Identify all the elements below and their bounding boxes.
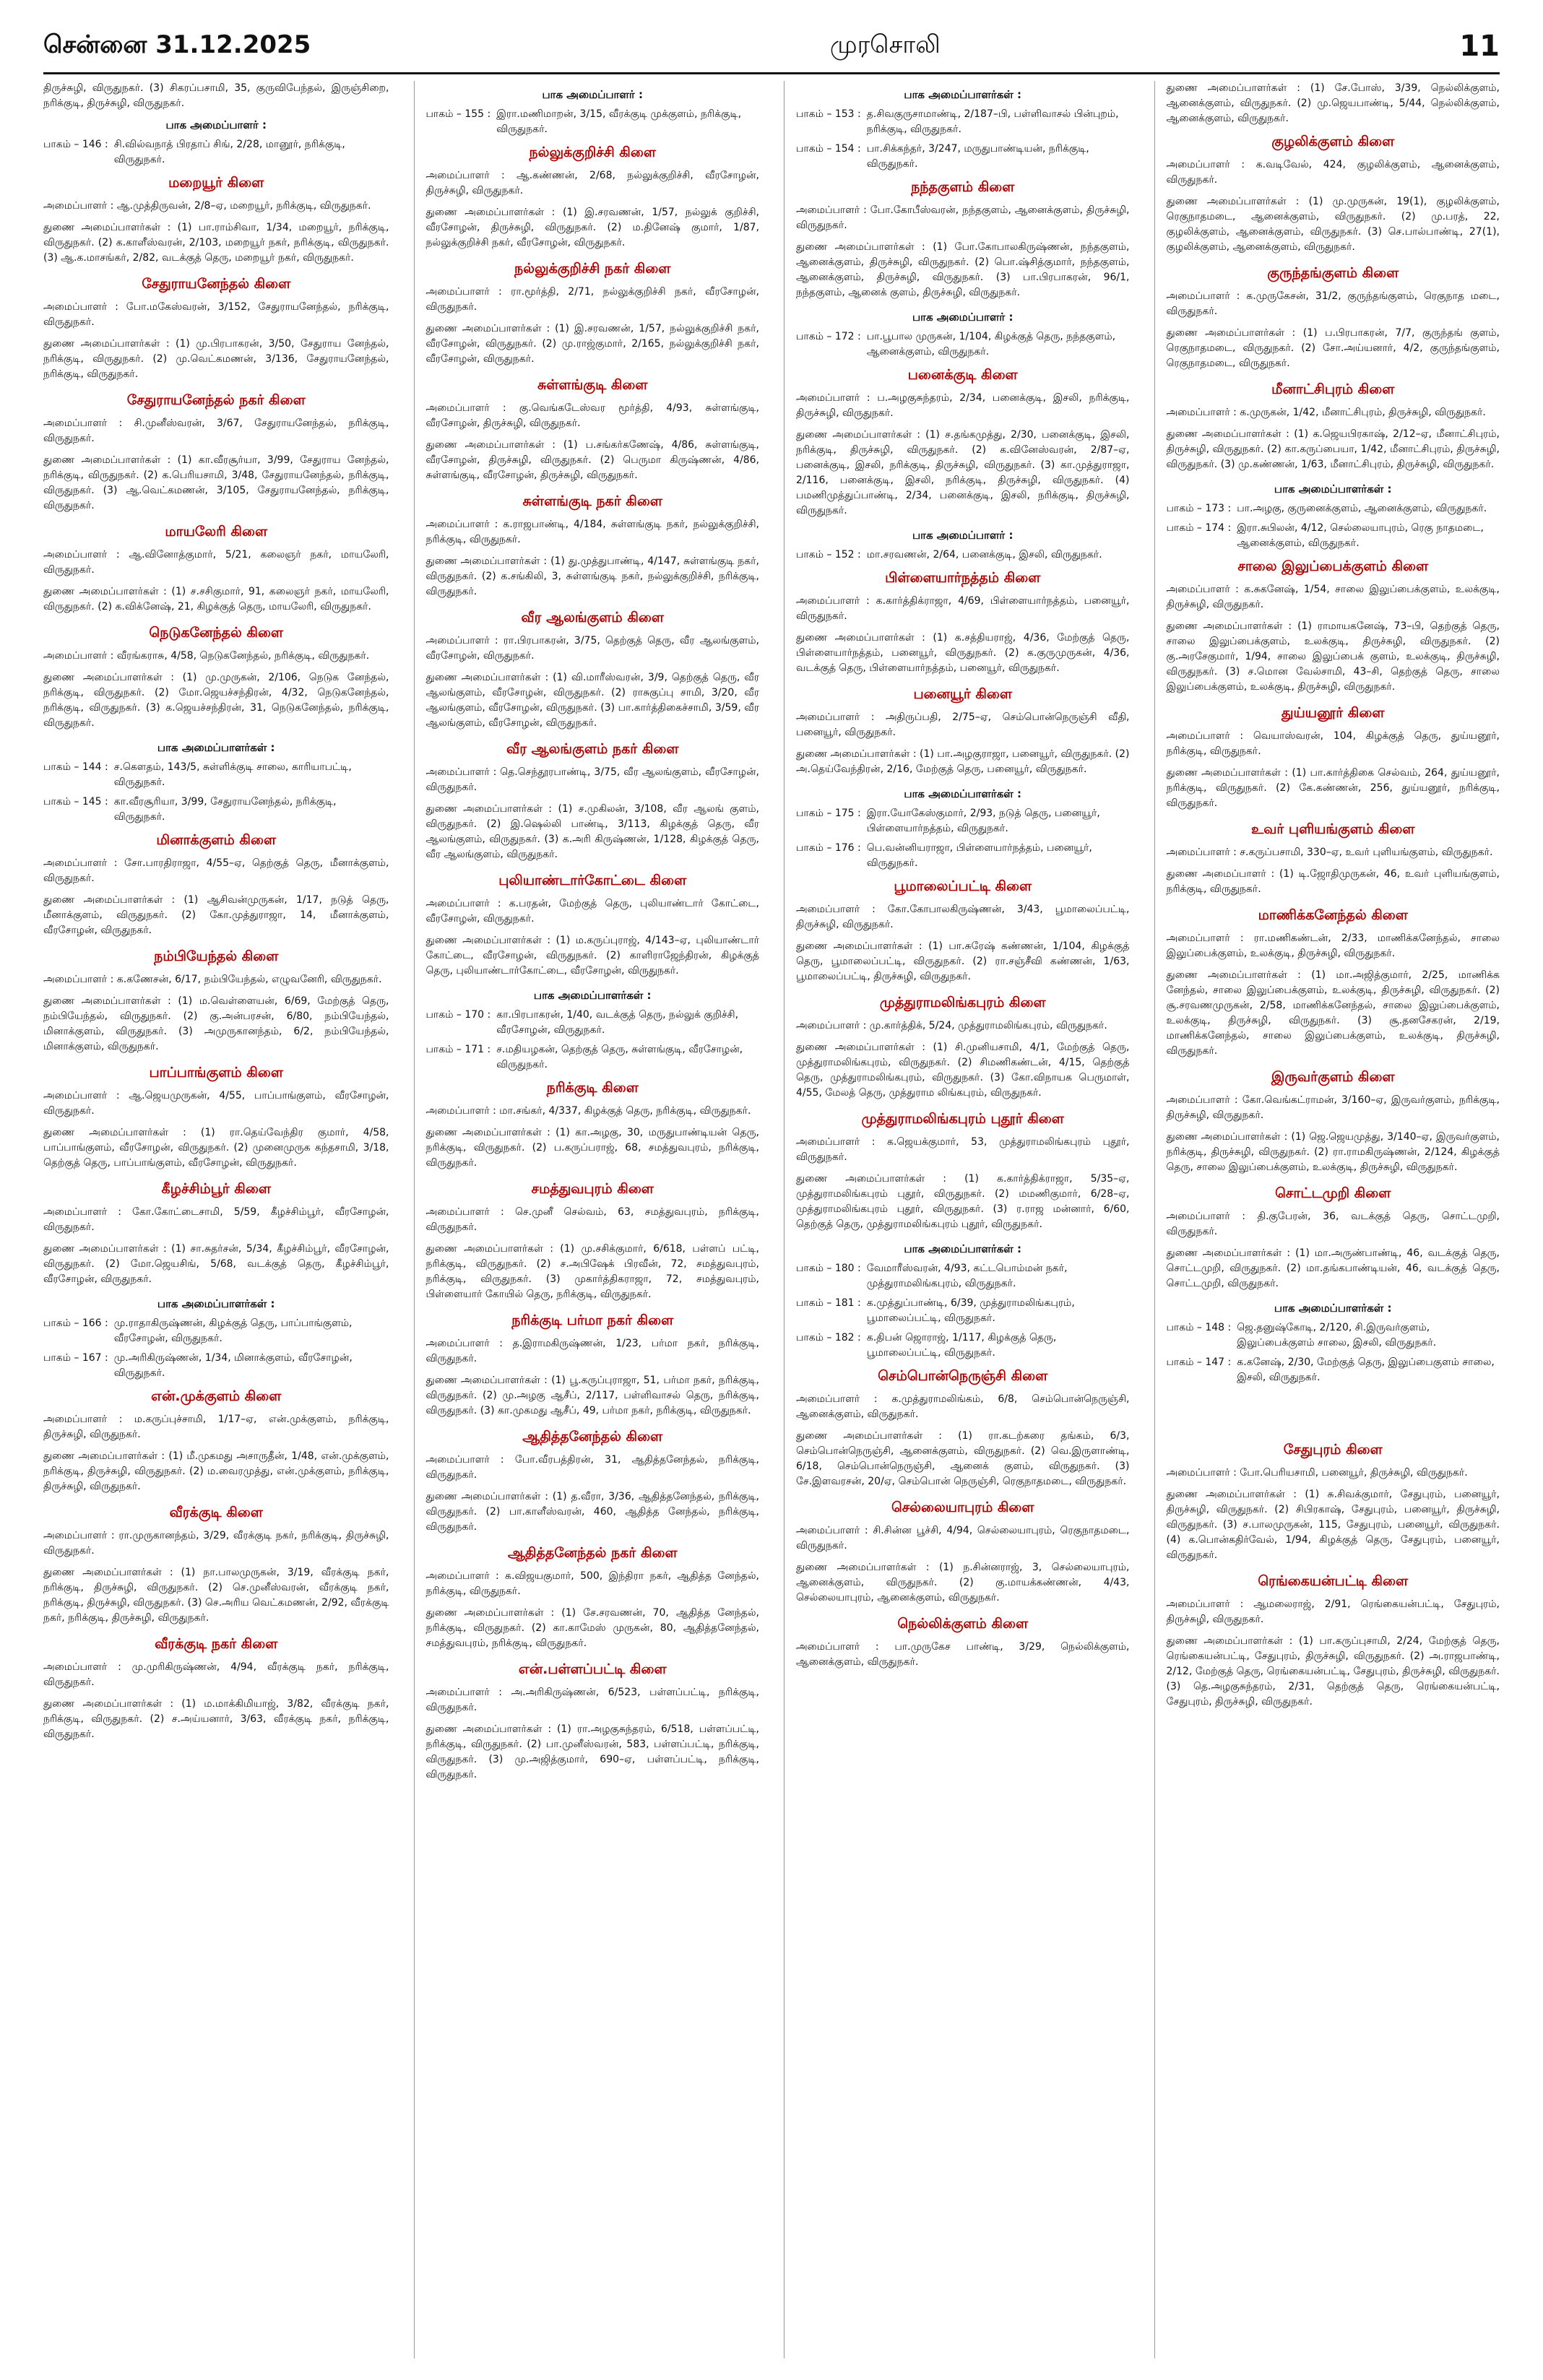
- bagam-heading: பாக அமைப்பாளர்கள் :: [904, 88, 1022, 101]
- deputy-organizers-entry: துணை அமைப்பாளர்கள் : (1) இ.சரவணன், 1/57, நல்லுக் குறிச்சி, வீரசோழன், திருச்சுழி, விருதுநகர். (2) ம.தினேஷ் குமார், 1/87, நல்லுக்குறிச்சி நகர், வீரசோழன், விருதுநகர்.: [425, 207, 759, 248]
- bagam-person: ஜெ.தனுஷ்கோடி, 2/120, சி.இருவர்குளம், இலுப்பைக்குளம் சாலை, இசலி, விருதுநகர்.: [1237, 1322, 1437, 1349]
- deputy-organizers-entry: துணை அமைப்பாளர்கள் : (1) க.கார்த்திக்ராஜா, 5/35–ஏ, முத்துராமலிங்கபுரம் புதூர், விருதுநகர். (2) மமணிகுமார், 6/28–ஏ, முத்துராமலிங்கபுரம் புதூர், விருதுநகர். (3) ர.ராஜ மன்னார், 6/60, தெற்குத் தெரு, முத்துராமலிங்கபுரம் புதூர், விருதுநகர்.: [796, 1173, 1130, 1230]
- deputy-organizers-entry: துணை அமைப்பாளர்கள் : (1) வி.மாரீஸ்வரன், 3/9, தெற்குத் தெரு, வீர ஆலங்குளம், வீரசோழன், விருதுநகர். (2) ராசுகுப்பு சாமி, 3/20, வீர ஆலங்குளம், வீரசோழன், விருதுநகர். (3) பா.கார்த்திகைச்சாமி, 3/59, வீர ஆலங்குளம், வீரசோழன், விருதுநகர்.: [425, 672, 759, 729]
- bagam-person: இரா.யோகேஸ்குமார், 2/93, நடுத் தெரு, பனையூர், பிள்ளையார்நத்தம், விருதுநகர்.: [866, 808, 1100, 834]
- branch-heading: சுள்ளங்குடி கிளை: [537, 377, 648, 393]
- bagam-number: பாகம் – 148 :: [1166, 1322, 1232, 1333]
- organizer-entry: அமைப்பாளர் : கோ.வெங்கட்ராமன், 3/160–ஏ, இருவர்குளம், நரிக்குடி, திருச்சுழி, விருதுநகர்.: [1166, 1094, 1500, 1121]
- organizer-entry: அமைப்பாளர் : கோ.கோட்டைசாமி, 5/59, கீழச்சிம்பூர், வீரசோழன், விருதுநகர்.: [43, 1206, 389, 1233]
- bagam-number: பாகம் – 147 :: [1166, 1356, 1232, 1368]
- branch-heading: செல்லையாபுரம் கிளை: [891, 1500, 1034, 1515]
- bagam-person: வேமாரீஸ்வரன், 4/93, கட்டபொம்மன் நகர், முத்துராமலிங்கபுரம், விருதுநகர்.: [866, 1263, 1068, 1289]
- organizer-entry: அமைப்பாளர் : ஆ.வினோத்குமார், 5/21, கலைஞர் நகர், மாயலேரி, விருதுநகர்.: [43, 549, 389, 576]
- bagam-person: பா.சிக்கந்தர், 3/247, மருதுபாண்டியன், நரிக்குடி, விருதுநகர்.: [866, 143, 1089, 170]
- branch-heading: நல்லுக்குறிச்சி கிளை: [529, 144, 657, 160]
- branch-heading: நெடுகனேந்தல் கிளை: [149, 625, 284, 641]
- bagam-list: [43, 1316, 389, 1381]
- organizer-entry: அமைப்பாளர் : ரா.மணிகண்டன், 2/33, மாணிக்கனேந்தல், சாலை இலுப்பைக்குளம், உலக்குடி, திருச்சுழி, விருதுநகர்.: [1166, 932, 1500, 959]
- bagam-person: மு.அரிகிருஷ்ணன், 1/34, மினாக்குளம், வீரசோழன், விருதுநகர்.: [113, 1352, 353, 1379]
- bagam-heading: பாக அமைப்பாளர்கள் :: [157, 741, 275, 754]
- bagam-person: த.சிவகுருசாமாண்டி, 2/187–பி, பள்ளிவாசல் பின்புறம், நரிக்குடி, விருதுநகர்.: [866, 108, 1119, 135]
- branch-section: [796, 1616, 1130, 1670]
- bagam-number: பாகம் – 181 :: [796, 1297, 861, 1309]
- deputy-organizers-entry: துணை அமைப்பாளர்கள் : (1) மீ.முகமது அசாருதீன், 1/48, என்.முக்குளம், நரிக்குடி, திருச்சுழி, விருதுநகர். (2) ம.வைரமுத்து, என்.முக்குளம், நரிக்குடி, திருச்சுழி, விருதுநகர்.: [43, 1450, 389, 1492]
- branch-heading: சேதுராயனேந்தல் நகர் கிளை: [126, 392, 306, 408]
- deputy-organizers-entry: துணை அமைப்பாளர்கள் : (1) ம.கருப்புராஜ், 4/143–ஏ, புலியாண்டார் கோட்டை, வீரசோழன், விருதுநகர். (2) காளிராஜேந்திரன், கிழக்குத் தெரு, புலியாண்டார்கோட்டை, வீரசோழன், விருதுநகர்.: [425, 935, 759, 977]
- bagam-list: [796, 107, 1130, 172]
- deputy-organizers-entry: துணை அமைப்பாளர்கள் : (1) மா.அருண்பாண்டி, 46, வடக்குத் தெரு, சொட்டமுறி, விருதுநகர். (2) மா.தங்கபாண்டியன், 46, வடக்குத் தெரு, சொட்டமுறி, விருதுநகர்.: [1166, 1247, 1500, 1289]
- organizer-entry: அமைப்பாளர் : செ.முனீ செல்வம், 63, சமத்துவபுரம், நரிக்குடி, விருதுநகர்.: [425, 1206, 759, 1233]
- branch-section: [1167, 1069, 1500, 1175]
- branch-heading: நல்லுக்குறிச்சி நகர் கிளை: [514, 261, 671, 277]
- bagam-number: பாகம் – 175 :: [796, 808, 861, 819]
- organizer-entry: அமைப்பாளர் : அ.அரிகிருஷ்ணன், 6/523, பள்ளப்பட்டி, நரிக்குடி, விருதுநகர்.: [425, 1687, 759, 1713]
- bagam-person: கா.வீரசூரியா, 3/99, சேதுராயனேந்தல், நரிக்குடி, விருதுநகர்.: [113, 796, 337, 823]
- bagam-list: [796, 329, 1130, 360]
- bagam-number: பாகம் – 152 :: [796, 549, 861, 561]
- branch-section: [1167, 381, 1500, 472]
- city-date: சென்னை 31.12.2025: [43, 30, 311, 59]
- deputy-organizers-entry: துணை அமைப்பாளர்கள் : (1) ச.முகிலன், 3/108, வீர ஆலங் குளம், விருதுநகர். (2) இ.ஷெல்லி பாண்டி, 3/113, கிழக்குத் தெரு, வீர ஆலங்குளம், விருதுநகர். (3) க.அரி கிருஷ்ணன், 1/128, கிழக்குத் தெரு, வீர ஆலங்குளம், விருதுநகர்.: [425, 803, 759, 860]
- organizer-entry: அமைப்பாளர் : சி.முனீஸ்வரன், 3/67, சேதுராயனேந்தல், நரிக்குடி, விருதுநகர்.: [43, 417, 389, 444]
- branch-heading: மீனாட்சிபுரம் கிளை: [1271, 381, 1395, 397]
- organizer-entry: அமைப்பாளர் : க.ஜெயக்குமார், 53, முத்துராமலிங்கபுரம் புதூர், விருதுநகர்.: [796, 1136, 1130, 1163]
- bagam-person: ச.மதியழகன், தெற்குத் தெரு, சுள்ளங்குடி, வீரசோழன், விருதுநகர்.: [496, 1044, 743, 1070]
- bagam-person: க.கனேஷ், 2/30, மேற்குத் தெரு, இலுப்பைகுளம் சாலை, இசலி, விருதுநகர்.: [1237, 1356, 1495, 1383]
- deputy-organizers-entry: துணை அமைப்பாளர்கள் : (1) ராமாயகனேஷ், 73–பி, தெற்குத் தெரு, சாலை இலுப்பைக்குளம், உலக்குடி, திருச்சுழி, விருதுநகர். (2) கு.அரசேகுமார், 1/94, சாலை இலுப்பைக் குளம், உலக்குடி, திருச்சுழி, விருதுநகர். (3) ச.மொன வேல்சாமி, 43–சி, தெற்குத் தெரு, சாலை இலுப்பைக்குளம், உலக்குடி, திருச்சுழி, விருதுநகர்.: [1166, 620, 1500, 693]
- branch-section: [426, 1080, 760, 1171]
- deputy-organizers-entry: துணை அமைப்பாளர்கள் : (1) ம.மாக்கிமியாஜ், 3/82, வீரக்குடி நகர், நரிக்குடி, விருதுநகர். (2) ச.அய்யனார், 3/63, வீரக்குடி நகர், நரிக்குடி, விருதுநகர்.: [43, 1698, 389, 1740]
- deputy-organizers-entry: துணை அமைப்பாளர்கள் : (1) நா.பாலமுருகன், 3/19, வீரக்குடி நகர், நரிக்குடி, திருச்சுழி, விருதுநகர். (2) செ.முனீஸ்வரன், வீரக்குடி நகர், நரிக்குடி, திருச்சுழி, விருதுநகர். (3) செ.அரிய வெட்கமணன், 2/92, வீரக்குடி நகர், நரிக்குடி, திருச்சுழி, விருதுநகர்.: [43, 1567, 389, 1624]
- branch-section: [43, 175, 389, 266]
- deputy-organizers-entry: துணை அமைப்பாளர்கள் : (1) மு.முருகன், 2/106, நெடுக னேந்தல், நரிக்குடி, விருதுநகர். (2) மோ.ஜெயச்சந்திரன், 4/32, நெடுகனேந்தல், நரிக்குடி, விருதுநகர். (3) க.ஜெயச்சந்திரன், 31, நெடுகனேந்தல், நரிக்குடி, விருதுநகர்.: [43, 672, 389, 729]
- deputy-organizers-entry: துணை அமைப்பாளர்கள் : (1) த.வீரா, 3/36, ஆதித்தனேந்தல், நரிக்குடி, விருதுநகர். (2) பா.காளீஸ்வரன், 460, ஆதித்த னேந்தல், நரிக்குடி, விருதுநகர்.: [425, 1491, 759, 1533]
- branch-heading: என்.பள்ளப்பட்டி கிளை: [518, 1661, 667, 1677]
- column-1: [43, 81, 389, 2358]
- organizer-entry: அமைப்பாளர் : க.வடிவேல், 424, குழலிக்குளம், ஆனைக்குளம், விருதுநகர்.: [1166, 159, 1500, 186]
- branch-section: [426, 610, 760, 731]
- deputy-organizers-entry: துணை அமைப்பாளர்கள் : (1) ப.சங்கர்கணேஷ், 4/86, சுள்ளங்குடி, வீரசோழன், திருச்சுழி, விருதுநகர். (2) பெருமா கிருஷ்ணன், 4/86, சுள்ளங்குடி, வீரசோழன், திருச்சுழி, விருதுநகர்.: [425, 439, 759, 481]
- organizer-entry: அமைப்பாளர் : மு.கார்த்திக், 5/24, முத்துராமலிங்கபுரம், விருதுநகர்.: [796, 1020, 1107, 1031]
- branch-heading: மறையூர் கிளை: [168, 175, 264, 191]
- deputy-organizers-entry: துணை அமைப்பாளர்கள் : (1) து.முத்துபாண்டி, 4/147, சுள்ளங்குடி நகர், விருதுநகர். (2) க.சங்கிலி, 3, சுள்ளங்குடி நகர், நல்லுக்குறிச்சி, நரிக்குடி, விருதுநகர்.: [425, 555, 759, 597]
- bagam-number: பாகம் – 172 :: [796, 331, 861, 342]
- deputy-organizers-entry: துணை அமைப்பாளர்கள் : (1) சு.சிவக்குமார், சேதுபுரம், பனையூர், திருச்சுழி, விருதுநகர். (2) சிபிரகாஷ், சேதுபுரம், பனையூர், திருச்சுழி, விருதுநகர். (3) ச.பாலமுருகன், 115, சேதுபுரம், பனையூர், விருதுநகர். (4) க.பொன்கதிர்வேல், 1/94, கிழக்குத் தெரு, சேதுபுரம், பனையூர், விருதுநகர்.: [1166, 1489, 1500, 1561]
- column-3: [784, 81, 1130, 2358]
- bagam-person: மா.சரவணன், 2/64, பனைக்குடி, இசலி, விருதுநகர்.: [866, 549, 1102, 561]
- bagam-person: பா.பூபால முருகன், 1/104, கிழக்குத் தெரு, நந்தகுளம், ஆனைக்குளம், விருதுநகர்.: [866, 331, 1116, 358]
- deputy-organizers-entry: துணை அமைப்பாளர்கள் : (1) மு.பிரபாகரன், 3/50, சேதுராய னேந்தல், நரிக்குடி, விருதுநகர். (2) மு.வெட்கமணன், 3/136, சேதுராயனேந்தல், நரிக்குடி, விருதுநகர்.: [43, 338, 389, 380]
- bagam-number: பாகம் – 176 :: [796, 842, 861, 854]
- organizer-entry: அமைப்பாளர் : போ.கோபீஸ்வரன், நந்தகுளம், ஆனைக்குளம், திருச்சுழி, விருதுநகர்.: [796, 204, 1130, 231]
- branch-heading: சொட்டமுறி கிளை: [1275, 1185, 1391, 1201]
- bagam-list: [426, 1008, 760, 1073]
- branch-section: [1167, 134, 1500, 255]
- branch-heading: சாலை இலுப்பைக்குளம் கிளை: [1237, 558, 1429, 574]
- deputy-organizers-entry: துணை அமைப்பாளர்கள் : (1) க.சத்தியராஜ், 4/36, மேற்குத் தெரு, பிள்ளையார்நத்தம், பனையூர், விருதுநகர். (2) க.குருமுருகன், 4/36, வடக்குத் தெரு, பிள்ளையார்நத்தம், பனையூர், விருதுநகர்.: [796, 632, 1130, 674]
- branch-section: [1167, 907, 1500, 1059]
- deputy-organizers-entry: துணை அமைப்பாளர்கள் : (1) மு.முருகன், 19(1), குழலிக்குளம், ரெகுநாதமடை, ஆனைக்குளம், விருதுநகர். (2) மு.பரத், 22, குழலிக்குளம், ஆனைக்குளம், விருதுநகர். (3) செ.பால்பாண்டி, 27(1), குழலிக்குளம், ஆனைக்குளம், விருதுநகர்.: [1166, 196, 1500, 253]
- deputy-organizers-entry: துணை அமைப்பாளர்கள் : (1) சே.சரவணன், 70, ஆதித்த னேந்தல், நரிக்குடி, விருதுநகர். (2) கா.காமேஸ் முருகன், 80, ஆதித்தனேந்தல், சமத்துவபுரம், நரிக்குடி, விருதுநகர்.: [425, 1607, 759, 1649]
- branch-heading: வீர ஆலங்குளம் நகர் கிளை: [506, 741, 679, 757]
- branch-section: [1167, 265, 1500, 371]
- branch-heading: என்.முக்குளம் கிளை: [151, 1388, 282, 1404]
- deputy-organizers-entry: துணை அமைப்பாளர்கள் : (1) ந.சின்னராஜ், 3, செல்லையாபுரம், ஆனைக்குளம், விருதுநகர். (2) கு.மாயக்கண்ணன், 4/43, செல்லையாபுரம், ஆனைக்குளம், விருதுநகர்.: [796, 1562, 1130, 1604]
- organizer-entry: அமைப்பாளர் : க.கார்த்திக்ராஜா, 4/69, பிள்ளையார்நத்தம், பனையூர், விருதுநகர்.: [796, 595, 1130, 622]
- branch-heading: நம்பியேந்தல் கிளை: [154, 948, 279, 964]
- bagam-list: [43, 137, 389, 168]
- bagam-person: ச.கௌதம், 143/5, சுள்ளிக்குடி சாலை, காரியாபட்டி, விருதுநகர்.: [113, 761, 352, 788]
- organizer-entry: அமைப்பாளர் : வெயாஸ்வரன், 104, கிழக்குத் தெரு, துய்யனூர், நரிக்குடி, விருதுநகர்.: [1166, 730, 1500, 757]
- bagam-number: பாகம் – 153 :: [796, 108, 861, 120]
- branch-section: [43, 832, 389, 938]
- branch-section: [43, 1505, 389, 1626]
- bagam-list: [796, 806, 1130, 871]
- branch-section: [43, 1181, 389, 1287]
- branch-heading: பாப்பாங்குளம் கிளை: [149, 1065, 283, 1081]
- deputy-organizers-entry: துணை அமைப்பாளர்கள் : (1) ரா.கடற்கரை தங்கம், 6/3, செம்பொன்நெருஞ்சி, ஆனைக்குளம், விருதுநகர். (2) வெ.இருளாண்டி, 6/18, செம்பொன்நெருஞ்சி, ஆனைக் குளம், விருதுநகர். (3) சே.இளவரசன், 20/ஏ, செம்பொன் நெருஞ்சி, ரெகுநாதமடை, விருதுநகர்.: [796, 1430, 1130, 1487]
- branch-section: [43, 1065, 389, 1171]
- column-2: [414, 81, 760, 2358]
- branch-heading: புலியாண்டார்கோட்டை கிளை: [498, 873, 687, 888]
- branch-section: [796, 367, 1130, 519]
- deputy-organizers-entry: துணை அமைப்பாளர்கள் : (1) சா.சுதர்சன், 5/34, கீழச்சிம்பூர், வீரசோழன், விருதுநகர். (2) மோ.ஜெயசிங், 5/68, வடக்குத் தெரு, கீழச்சிம்பூர், வீரசோழன், விருதுநகர்.: [43, 1243, 389, 1285]
- page-number: 11: [1459, 30, 1500, 63]
- masthead: [43, 20, 1500, 74]
- deputy-organizers-entry: துணை அமைப்பாளர்கள் : (1) ரா.அழகுசுந்தரம், 6/518, பள்ளப்பட்டி, நரிக்குடி, விருதுநகர். (2) பா.முனீஸ்வரன், 583, பள்ளப்பட்டி, நரிக்குடி, விருதுநகர். (3) மு.அஜித்குமார், 690–ஏ, பள்ளப்பட்டி, நரிக்குடி, விருதுநகர்.: [425, 1723, 759, 1780]
- branch-heading: இருவர்குளம் கிளை: [1271, 1069, 1395, 1085]
- column-gap: [1167, 1391, 1500, 1435]
- branch-heading: மாணிக்கனேந்தல் கிளை: [1258, 907, 1408, 923]
- branch-heading: பூமாலைப்பட்டி கிளை: [894, 878, 1032, 894]
- newspaper-name: முரசொலி: [829, 30, 941, 59]
- deputy-organizers-entry: துணை அமைப்பாளர்கள் : (1) போ.கோபாலகிருஷ்ணன், நந்தகுளம், ஆனைக்குளம், திருச்சுழி, விருதுநகர். (2) பொ.ஷ்சித்குமார், நந்தகுளம், ஆனைக்குளம், திருச்சுழி, விருதுநகர். (3) பா.பிரபாகரன், 96/1, நந்தகுளம், ஆனைக் குளம், திருச்சுழி, விருதுநகர்.: [796, 241, 1130, 298]
- branch-heading: துய்யனூர் கிளை: [1281, 705, 1385, 721]
- branch-section: [426, 873, 760, 979]
- organizer-entry: அமைப்பாளர் : க.முத்துராமலிங்கம், 6/8, செம்பொன்நெருஞ்சி, ஆனைக்குளம், விருதுநகர்.: [796, 1393, 1130, 1420]
- deputy-organizers-entry: துணை அமைப்பாளர்கள் : (1) பா.அழகுராஜா, பனையூர், விருதுநகர். (2) அ.தெய்வேந்திரன், 2/16, மேற்குத் தெரு, பனையூர், விருதுநகர்.: [796, 748, 1130, 775]
- organizer-entry: அமைப்பாளர் : க.முருகன், 1/42, மீனாட்சிபுரம், திருச்சுழி, விருதுநகர்.: [1166, 407, 1486, 418]
- organizer-entry: அமைப்பாளர் : மு.முரிகிருஷ்ணன், 4/94, வீரக்குடி நகர், நரிக்குடி, விருதுநகர்.: [43, 1661, 389, 1688]
- deputy-organizers-entry: துணை அமைப்பாளர்கள் : (1) ப.பிரபாகரன், 7/7, குருந்தங் குளம், ரெகுநாதமடை, விருதுநகர். (2) சோ.அய்யனார், 4/2, குருந்தங்குளம், ரெகுநாதமடை, விருதுநகர்.: [1166, 327, 1500, 369]
- branch-section: [43, 1636, 389, 1742]
- organizer-entry: அமைப்பாளர் : க.பரதன், மேற்குத் தெரு, புலியாண்டார் கோட்டை, வீரசோழன், விருதுநகர்.: [425, 898, 759, 925]
- bagam-person: இரா.மணிமாறன், 3/15, வீரக்குடி முக்குளம், நரிக்குடி, விருதுநகர்.: [496, 108, 742, 135]
- branch-heading: ரெங்கையன்பட்டி கிளை: [1258, 1573, 1409, 1589]
- organizer-entry: அமைப்பாளர் : க.முருகேசன், 31/2, குருந்தங்குளம், ரெகுநாத மடை, விருதுநகர்.: [1166, 290, 1500, 317]
- bagam-number: பாகம் – 155 :: [425, 108, 491, 120]
- bagam-person: மு.ராதாகிருஷ்ணன், கிழக்குத் தெரு, பாப்பாங்குளம், வீரசோழன், விருதுநகர்.: [113, 1317, 353, 1344]
- bagam-list: [796, 548, 1130, 563]
- organizer-entry: அமைப்பாளர் : க.ராஜபாண்டி, 4/184, சுள்ளங்குடி நகர், நல்லுக்குறிச்சி, நரிக்குடி, விருதுநகர்.: [425, 519, 759, 545]
- branch-section: [426, 1545, 760, 1651]
- branch-heading: செம்பொன்நெருஞ்சி கிளை: [878, 1368, 1048, 1384]
- organizer-entry: அமைப்பாளர் : சோ.பாரதிராஜா, 4/55–ஏ, தெற்குத் தெரு, மீனாக்குளம், விருதுநகர்.: [43, 857, 389, 884]
- branch-section: [796, 686, 1130, 777]
- branch-section: [1167, 1573, 1500, 1710]
- branch-section: [426, 377, 760, 483]
- bagam-person: பா.அழகு, குருனைக்குளம், ஆனைக்குளம், விருதுநகர்.: [1237, 503, 1487, 514]
- bagam-list: [43, 760, 389, 825]
- branch-section: [426, 1661, 760, 1783]
- organizer-entry: அமைப்பாளர் : ஆ.முத்திருவன், 2/8–ஏ, மறையூர், நரிக்குடி, விருதுநகர்.: [43, 200, 371, 212]
- bagam-number: பாகம் – 166 :: [43, 1317, 108, 1329]
- branch-section: [1167, 1442, 1500, 1563]
- organizer-entry: அமைப்பாளர் : ரா.முருகானந்தம், 3/29, வீரக்குடி நகர், நரிக்குடி, திருச்சுழி, விருதுநகர்.: [43, 1530, 389, 1557]
- bagam-number: பாகம் – 180 :: [796, 1263, 861, 1274]
- deputy-organizers-entry: துணை அமைப்பாளர்கள் : (1) ம.வெள்ளையன், 6/69, மேற்குத் தெரு, நம்பியேந்தல், விருதுநகர். (2) கு.அன்பரசன், 6/80, நம்பியேந்தல், மினாக்குளம், விருதுநகர். (3) அமுருகானந்தம், 6/2, நம்பியேந்தல், மினாக்குளம், விருதுநகர்.: [43, 995, 389, 1052]
- bagam-number: பாகம் – 167 :: [43, 1352, 108, 1364]
- organizer-entry: அமைப்பாளர் : சி.சின்ன பூச்சி, 4/94, செல்லையாபுரம், ரெகுநாதமடை, விருதுநகர்.: [796, 1525, 1130, 1552]
- bagam-person: சி.வில்வநாத் பிரதாப் சிங், 2/28, மானூர், நரிக்குடி, விருதுநகர்.: [113, 139, 345, 165]
- organizer-entry: அமைப்பாளர் : ரா.பிரபாகரன், 3/75, தெற்குத் தெரு, வீர ஆலங்குளம், வீரசோழன், விருதுநகர்.: [425, 635, 759, 662]
- branch-heading: முத்துராமலிங்கபுரம் கிளை: [879, 995, 1046, 1011]
- deputy-organizers-entry: துணை அமைப்பாளர்கள் : (1) ரா.தெய்வேந்திர குமார், 4/58, பாப்பாங்குளம், வீரசோழன், விருதுநகர். (2) முனைமுருக கந்தசாமி, 3/18, தெற்குத் தெரு, பாப்பாங்குளம், வீரசோழன், விருதுநகர்.: [43, 1127, 389, 1169]
- organizer-entry: அமைப்பாளர் : ஆமலைராஜ், 2/91, ரெங்கையன்பட்டி, சேதுபுரம், திருச்சுழி, விருதுநகர்.: [1166, 1598, 1500, 1625]
- organizer-entry: அமைப்பாளர் : க.கணேசன், 6/17, நம்பியேந்தல், எழுவனேரி, விருதுநகர்.: [43, 974, 382, 985]
- bagam-person: கா.பிரபாகரன், 1/40, வடக்குத் தெரு, நல்லுக் குறிச்சி, வீரசோழன், விருதுநகர்.: [496, 1009, 739, 1036]
- bagam-list: [1167, 1320, 1500, 1385]
- bagam-person: இரா.சுபிலன், 4/12, செல்லையாபுரம், ரெகு நாதமடை, ஆனைக்குளம், விருதுநகர்.: [1237, 522, 1484, 549]
- deputy-organizers-entry: துணை அமைப்பாளர்கள் : (1) பூ.கருப்புராஜா, 51, பர்மா நகர், நரிக்குடி, விருதுநகர். (2) மு.அழகு ஆசீப், 2/117, பள்ளிவாசல் தெரு, நரிக்குடி, விருதுநகர். (3) கா.முகமது ஆசீப், 49, பர்மா நகர், நரிக்குடி, விருதுநகர்.: [425, 1375, 759, 1416]
- branch-heading: சுள்ளங்குடி நகர் கிளை: [522, 493, 662, 509]
- bagam-number: பாகம் – 174 :: [1166, 522, 1232, 534]
- bagam-heading: பாக அமைப்பாளர்கள் :: [157, 1297, 275, 1310]
- deputy-organizers-entry: துணை அமைப்பாளர்கள் : (1) பா.சுரேஷ் கண்ணன், 1/104, கிழக்குத் தெரு, பூமாலைப்பட்டி, விருதுநகர். (2) ரா.சஞ்சீவி கண்ணன், 1/63, பூமாலைப்பட்டி, திருச்சுழி, விருதுநகர்.: [796, 940, 1130, 982]
- branch-heading: கீழச்சிம்பூர் கிளை: [161, 1181, 271, 1197]
- organizer-entry: அமைப்பாளர் : க.விஜயகுமார், 500, இந்திரா நகர், ஆதித்த னேந்தல், நரிக்குடி, விருதுநகர்.: [425, 1570, 759, 1597]
- organizer-entry: அமைப்பாளர் : அதிருப்பதி, 2/75–ஏ, செம்பொன்நெருஞ்சி வீதி, பனையூர், விருதுநகர்.: [796, 711, 1130, 738]
- branch-section: [796, 878, 1130, 985]
- branch-heading: வீர ஆலங்குளம் கிளை: [521, 610, 665, 626]
- organizer-entry: அமைப்பாளர் : ரா.மூர்த்தி, 2/71, நல்லுக்குறிச்சி நகர், வீரசோழன், விருதுநகர்.: [425, 286, 759, 313]
- organizer-entry: அமைப்பாளர் : க.சுகனேஷ், 1/54, சாலை இலுப்பைக்குளம், உலக்குடி, திருச்சுழி, விருதுநகர்.: [1166, 584, 1500, 610]
- branch-heading: வீரக்குடி கிளை: [169, 1505, 263, 1520]
- bagam-number: பாகம் – 182 :: [796, 1332, 861, 1343]
- deputy-organizers-entry: துணை அமைப்பாளர்கள் : (1) கா.அழகு, 30, மருதுபாண்டியன் தெரு, நரிக்குடி, விருதுநகர். (2) ப.கருப்பராஜ், 68, சமத்துவபுரம், நரிக்குடி, விருதுநகர்.: [425, 1127, 759, 1169]
- branch-section: [426, 261, 760, 367]
- branch-heading: முத்துராமலிங்கபுரம் புதூர் கிளை: [861, 1111, 1064, 1127]
- deputy-organizers-entry: துணை அமைப்பாளர்கள் : (1) ஆசிவன்முருகன், 1/17, நடுத் தெரு, மீனாக்குளம், விருதுநகர். (2) கோ.முத்துராஜா, 14, மீனாக்குளம், வீரசோழன், விருதுநகர்.: [43, 894, 389, 936]
- bagam-heading: பாக அமைப்பாளர்கள் :: [904, 1242, 1022, 1255]
- branch-heading: ஆதித்தனேந்தல் நகர் கிளை: [507, 1545, 678, 1561]
- organizer-entry: அமைப்பாளர் : ம.கருப்புச்சாமி, 1/17–ஏ, என்.முக்குளம், நரிக்குடி, திருச்சுழி, விருதுநகர்.: [43, 1414, 389, 1440]
- branch-heading: நரிக்குடி கிளை: [546, 1080, 639, 1096]
- deputy-organizers-entry: துணை அமைப்பாளர்கள் : (1) ச.சசிகுமார், 91, கலைஞர் நகர், மாயலேரி, விருதுநகர். (2) க.விக்னேஷ், 21, கிழக்குத் தெரு, மாயலேரி, விருதுநகர்.: [43, 586, 389, 613]
- branch-heading: பிள்ளையார்நத்தம் கிளை: [885, 570, 1041, 586]
- bagam-number: பாகம் – 145 :: [43, 796, 108, 808]
- branch-heading: நந்தகுளம் கிளை: [911, 179, 1015, 195]
- branch-section: [796, 1368, 1130, 1489]
- deputy-organizers-entry: துணை அமைப்பாளர்கள் : (1) மா.அஜித்குமார், 2/25, மாணிக்க னேந்தல், சாலை இலுப்பைக்குளம், உலக்குடி, திருச்சுழி, விருதுநகர். (2) சூ.சரவணமுருகன், 2/58, மாணிக்கனேந்தல், சாலை இலுப்பைக்குளம், உலக்குடி, திருச்சுழி, விருதுநகர். (3) சூ.தனசேகரன், 2/19, மாணிக்கனேந்தல், சாலை இலுப்பைக்குளம், உலக்குடி, திருச்சுழி, விருதுநகர்.: [1166, 969, 1500, 1057]
- deputy-organizers-entry: துணை அமைப்பாளர் : (1) டி.ஜோதிமுருகன், 46, உவர் புளியங்குளம், நரிக்குடி, விருதுநகர்.: [1166, 868, 1500, 895]
- branch-section: [43, 524, 389, 615]
- organizer-entry: அமைப்பாளர் : ஆ.ஜெயமுருகன், 4/55, பாப்பாங்குளம், வீரசோழன், விருதுநகர்.: [43, 1090, 389, 1117]
- deputy-organizers-entry: துணை அமைப்பாளர்கள் : (1) ச.தங்கமுத்து, 2/30, பனைக்குடி, இசலி, நரிக்குடி, திருச்சுழி, விருதுநகர். (2) க.வினேஸ்வரன், 2/87–ஏ, பனைக்குடி, இசலி, நரிக்குடி, திருச்சுழி, விருதுநகர். (3) கா.முத்துராஜா, 2/116, பனைக்குடி, இசலி, நரிக்குடி, திருச்சுழி, விருதுநகர். (4) பமணிமுத்துப்பாண்டி, 2/34, பனைக்குடி, இசலி, நரிக்குடி, திருச்சுழி, விருதுநகர்.: [796, 429, 1130, 516]
- deputy-organizers-entry: துணை அமைப்பாளர்கள் : (1) பா.கார்த்திகை செல்வம், 264, துய்யனூர், நரிக்குடி, விருதுநகர். (2) கே.கண்ணன், 256, துய்யனூர், நரிக்குடி, விருதுநகர்.: [1166, 767, 1500, 809]
- organizer-entry: அமைப்பாளர் : கோ.கோபாலகிருஷ்ணன், 3/43, பூமாலைப்பட்டி, திருச்சுழி, விருதுநகர்.: [796, 904, 1130, 930]
- branch-heading: குருந்தங்குளம் கிளை: [1267, 265, 1399, 281]
- bagam-heading: பாக அமைப்பாளர் :: [912, 529, 1013, 542]
- branch-heading: உவர் புளியங்குளம் கிளை: [1250, 821, 1415, 837]
- branch-heading: நெல்லிக்குளம் கிளை: [897, 1616, 1029, 1632]
- branch-section: [426, 741, 760, 862]
- branch-section: [426, 1181, 760, 1302]
- branch-section: [43, 1388, 389, 1494]
- branch-heading: குழலிக்குளம் கிளை: [1271, 134, 1395, 150]
- deputy-organizers-entry: துணை அமைப்பாளர்கள் : (1) பா.ராம்சிவா, 1/34, மறையூர், நரிக்குடி, விருதுநகர். (2) க.காளீஸ்வரன், 2/103, மறையூர் நகர், நரிக்குடி, விருதுநகர். (3) ஆ.க.மாசங்கர், 2/82, வடக்குத் தெரு, மறையூர் நகர், விருதுநகர்.: [43, 222, 389, 264]
- bagam-list: [1167, 501, 1500, 551]
- deputy-organizers-entry: துணை அமைப்பாளர்கள் : (1) கா.வீரசூர்யா, 3/99, சேதுராய னேந்தல், நரிக்குடி, விருதுநகர். (2) க.பெரியசாமி, 3/48, சேதுராயனேந்தல், நரிக்குடி, விருதுநகர். (3) ஆ.வெட்கமணன், 3/105, சேதுராயனேந்தல், நரிக்குடி, விருதுநகர்.: [43, 454, 389, 511]
- bagam-heading: பாக அமைப்பாளர் :: [542, 88, 643, 101]
- article-columns: [43, 81, 1500, 2358]
- bagam-person: பெ.வன்னியராஜா, பிள்ளையார்நத்தம், பனையூர், விருதுநகர்.: [866, 842, 1092, 869]
- branch-section: [796, 570, 1130, 676]
- branch-section: [426, 1429, 760, 1535]
- organizer-entry: அமைப்பாளர் : போ.பெரியசாமி, பனையூர், திருச்சுழி, விருதுநகர்.: [1166, 1467, 1468, 1479]
- deputy-organizers-entry: துணை அமைப்பாளர்கள் : (1) சி.முனியசாமி, 4/1, மேற்குத் தெரு, முத்துராமலிங்கபுரம், விருதுநகர். (2) சிமணிகண்டன், 4/15, தெற்குத் தெரு, முத்துராமலிங்கபுரம், விருதுநகர். (3) கோ.விநாயக பெருமாள், 4/55, மேலத் தெரு, முத்துராம லிங்கபுரம், விருதுநகர்.: [796, 1042, 1130, 1099]
- column-4: [1154, 81, 1500, 2358]
- branch-section: [43, 392, 389, 514]
- branch-section: [796, 1111, 1130, 1232]
- branch-section: [43, 625, 389, 731]
- bagam-number: பாகம் – 171 :: [425, 1044, 491, 1055]
- deputy-organizers-entry: துணை அமைப்பாளர்கள் : (1) க.ஜெயபிரகாஷ், 2/12–ஏ, மீனாட்சிபுரம், திருச்சுழி, விருதுநகர். (2) கா.கருப்பையா, 1/42, மீனாட்சிபுரம், திருச்சுழி, விருதுநகர். (3) மு.கண்ணன், 1/63, மீனாட்சிபுரம், திருச்சுழி, விருதுநகர்.: [1166, 428, 1500, 470]
- bagam-person: க.திபன் ஜொராஜ், 1/117, கிழக்குத் தெரு, பூமாலைப்பட்டி, விருதுநகர்.: [866, 1332, 1057, 1359]
- organizer-entry: அமைப்பாளர் : தெ.செந்தூரபாண்டி, 3/75, வீர ஆலங்குளம், வீரசோழன், விருதுநகர்.: [425, 766, 759, 793]
- bagam-number: பாகம் – 154 :: [796, 143, 861, 155]
- organizer-entry: அமைப்பாளர் : மா.சங்கர், 4/337, கிழக்குத் தெரு, நரிக்குடி, விருதுநகர்.: [425, 1105, 751, 1117]
- branch-heading: ஆதித்தனேந்தல் கிளை: [522, 1429, 663, 1445]
- organizer-entry: அமைப்பாளர் : த.இராமகிருஷ்ணன், 1/23, பர்மா நகர், நரிக்குடி, விருதுநகர்.: [425, 1338, 759, 1364]
- branch-heading: சேதுபுரம் கிளை: [1283, 1442, 1383, 1458]
- bagam-heading: பாக அமைப்பாளர் :: [912, 311, 1013, 324]
- bagam-heading: பாக அமைப்பாளர் :: [165, 118, 267, 131]
- bagam-number: பாகம் – 144 :: [43, 761, 108, 773]
- branch-section: [43, 276, 389, 382]
- continued-text: துணை அமைப்பாளர்கள் : (1) சே.போஸ், 3/39, நெல்லிக்குளம், ஆனைக்குளம், விருதுநகர். (2) மு.ஜெயபாண்டி, 5/44, நெல்லிக்குளம், ஆனைக்குளம், விருதுநகர்.: [1166, 82, 1500, 124]
- branch-section: [1167, 821, 1500, 897]
- organizer-entry: அமைப்பாளர் : ச.கருப்பசாமி, 330–ஏ, உவர் புளியங்குளம், விருதுநகர்.: [1166, 847, 1493, 858]
- branch-section: [426, 1312, 760, 1419]
- deputy-organizers-entry: துணை அமைப்பாளர்கள் : (1) ஜெ.ஜெயமுத்து, 3/140–ஏ, இருவர்குளம், நரிக்குடி, திருச்சுழி, விருதுநகர். (2) ரா.ராமகிருஷ்ணன், 2/124, கிழக்குத் தெரு, சாலை இலுப்பைக்குளம், உலக்குடி, திருச்சுழி, விருதுநகர்.: [1166, 1131, 1500, 1173]
- continued-text: திருச்சுழி, விருதுநகர். (3) சிகரப்பசாமி, 35, குருவிபேந்தல், இருஞ்சிறை, நரிக்குடி, திருச்சுழி, விருதுநகர்.: [43, 82, 389, 109]
- bagam-list: [426, 107, 760, 137]
- organizer-entry: அமைப்பாளர் : போ.வீரபத்திரன், 31, ஆதித்தனேந்தல், நரிக்குடி, விருதுநகர்.: [425, 1454, 759, 1481]
- branch-section: [796, 179, 1130, 300]
- branch-section: [426, 144, 760, 251]
- branch-section: [796, 1500, 1130, 1606]
- organizer-entry: அமைப்பாளர் : போ.மகேஸ்வரன், 3/152, சேதுராயனேந்தல், நரிக்குடி, விருதுநகர்.: [43, 301, 389, 328]
- bagam-number: பாகம் – 146 :: [43, 139, 108, 150]
- organizer-entry: அமைப்பாளர் : தி.குபேரன், 36, வடக்குத் தெரு, சொட்டமுறி, விருதுநகர்.: [1166, 1211, 1500, 1237]
- branch-heading: சேதுராயனேந்தல் கிளை: [142, 276, 291, 292]
- bagam-number: பாகம் – 170 :: [425, 1009, 491, 1021]
- branch-section: [426, 493, 760, 600]
- bagam-heading: பாக அமைப்பாளர்கள் :: [904, 787, 1022, 800]
- deputy-organizers-entry: துணை அமைப்பாளர்கள் : (1) பா.கருப்புசாமி, 2/24, மேற்குத் தெரு, ரெங்கையன்பட்டி, சேதுபுரம், திருச்சுழி, விருதுநகர். (2) அ.ராஜபாண்டி, 2/12, மேற்குத் தெரு, ரெங்கையன்பட்டி, சேதுபுரம், திருச்சுழி, விருதுநகர். (3) தெ.அழகுசுந்தரம், 2/31, தெற்குத் தெரு, ரெங்கையன்பட்டி, சேதுபுரம், திருச்சுழி, விருதுநகர்.: [1166, 1635, 1500, 1708]
- branch-heading: பனைக்குடி கிளை: [907, 367, 1018, 383]
- organizer-entry: அமைப்பாளர் : ஆ.கண்ணன், 2/68, நல்லுக்குறிச்சி, வீரசோழன், திருச்சுழி, விருதுநகர்.: [425, 170, 759, 196]
- bagam-heading: பாக அமைப்பாளர்கள் :: [1274, 1302, 1392, 1315]
- bagam-heading: பாக அமைப்பாளர்கள் :: [1274, 483, 1392, 496]
- branch-section: [43, 948, 389, 1055]
- branch-heading: மாயலேரி கிளை: [165, 524, 268, 540]
- branch-heading: நரிக்குடி பர்மா நகர் கிளை: [511, 1312, 674, 1328]
- branch-section: [1167, 558, 1500, 695]
- branch-heading: வீரக்குடி நகர் கிளை: [155, 1636, 278, 1652]
- branch-heading: மினாக்குளம் கிளை: [156, 832, 277, 848]
- deputy-organizers-entry: துணை அமைப்பாளர்கள் : (1) மு.சசிக்குமார், 6/618, பள்ளப் பட்டி, நரிக்குடி, விருதுநகர். (2) ச.அபிஷேக் பிரவீன், 72, சமத்துவபுரம், நரிக்குடி, விருதுநகர். (3) முகார்த்திகராஜா, 72, சமத்துவபுரம், பிள்ளையார் கோயில் தெரு, நரிக்குடி, விருதுநகர்.: [425, 1243, 759, 1300]
- branch-section: [1167, 1185, 1500, 1291]
- branch-section: [1167, 705, 1500, 811]
- branch-section: [796, 995, 1130, 1101]
- bagam-heading: பாக அமைப்பாளர்கள் :: [533, 989, 652, 1002]
- branch-heading: பனையூர் கிளை: [913, 686, 1013, 702]
- bagam-number: பாகம் – 173 :: [1166, 503, 1232, 514]
- bagam-list: [796, 1261, 1130, 1361]
- organizer-entry: அமைப்பாளர் : ப.அழகுசுந்தரம், 2/34, பனைக்குடி, இசலி, நரிக்குடி, திருச்சுழி, விருதுநகர்.: [796, 392, 1130, 419]
- organizer-entry: அமைப்பாளர் : வீரங்கராசு, 4/58, நெடுகனேந்தல், நரிக்குடி, விருதுநகர்.: [43, 650, 370, 662]
- organizer-entry: அமைப்பாளர் : பா.முருகேச பாண்டி, 3/29, நெல்லிக்குளம், ஆனைக்குளம், விருதுநகர்.: [796, 1641, 1130, 1668]
- deputy-organizers-entry: துணை அமைப்பாளர்கள் : (1) இ.சரவணன், 1/57, நல்லுக்குறிச்சி நகர், வீரசோழன், விருதுநகர். (2) மு.ராஜ்குமார், 2/165, நல்லுக்குறிச்சி நகர், வீரசோழன், விருதுநகர்.: [425, 323, 759, 365]
- branch-heading: சமத்துவபுரம் கிளை: [531, 1181, 654, 1197]
- bagam-person: க.முத்துப்பாண்டி, 6/39, முத்துராமலிங்கபுரம், பூமாலைப்பட்டி, விருதுநகர்.: [866, 1297, 1075, 1324]
- organizer-entry: அமைப்பாளர் : கு.வெங்கடேஸ்வர மூர்த்தி, 4/93, சுள்ளங்குடி, வீரசோழன், திருச்சுழி, விருதுநகர்.: [425, 402, 759, 429]
